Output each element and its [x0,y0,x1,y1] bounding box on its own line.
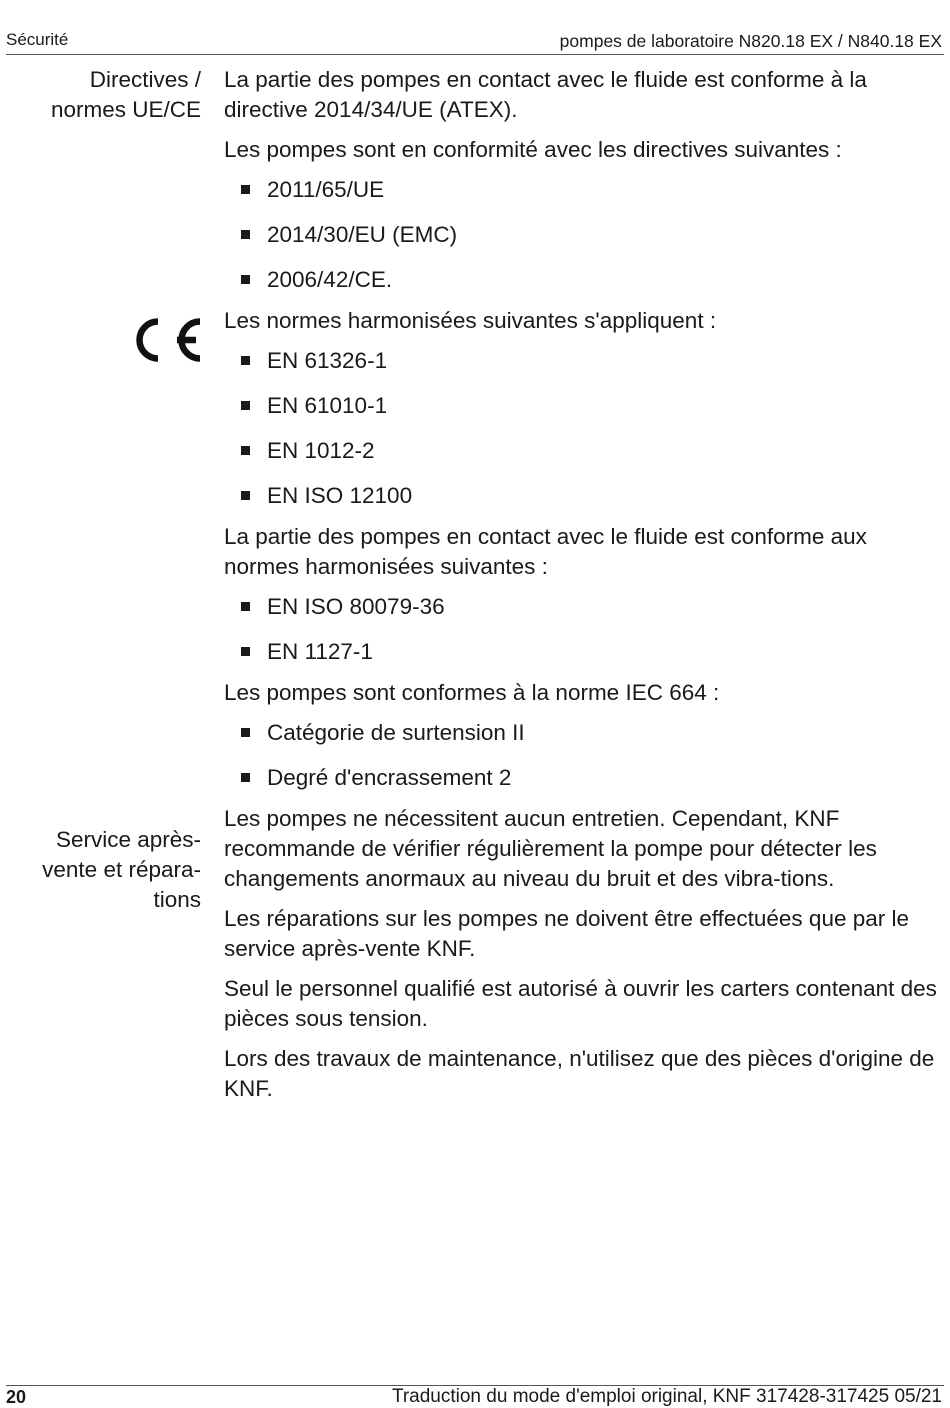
list-item [224,436,940,466]
footer-text: Traduction du mode d'emploi original, KNF 317428-317425 05/21 [391,1386,942,1407]
ce-marking-icon [122,312,206,368]
list-item-text: EN ISO 80079-36 [267,594,445,619]
iec-list [224,718,940,793]
list-item [224,391,940,421]
header-section-title: Sécurité [6,30,69,49]
side-heading-line: normes UE/CE [50,97,201,122]
header-divider [6,54,944,55]
original-parts-paragraph: Lors des travaux de maintenance, n'utilisez que des pièces d'origine de KNF. [224,1046,935,1101]
qualified-staff-paragraph: Seul le personnel qualifié est autorisé à ouvrir les carters contenant des pièces sous tension. [224,976,937,1031]
header-document-title: pompes de laboratoire N820.18 EX / N840.18 EX [559,31,942,51]
side-heading-line: Directives / [89,67,201,92]
main-content [224,65,940,1114]
iec-intro: Les pompes sont conformes à la norme IEC 664 : [224,680,720,705]
list-item-text: EN ISO 12100 [267,483,413,508]
page-number: 20 [6,1387,27,1407]
list-item-text: 2014/30/EU (EMC) [267,222,458,247]
list-item [224,346,940,376]
list-item [224,175,940,205]
list-item-text: Degré d'encrassement 2 [267,765,512,790]
square-bullet-icon [241,491,250,500]
list-item [224,265,940,295]
side-heading-service [42,825,201,915]
list-item-text: 2011/65/UE [267,177,385,202]
list-item [224,220,940,250]
norms-list [224,346,940,511]
directives-intro: Les pompes sont en conformité avec les directives suivantes : [224,137,842,162]
square-bullet-icon [241,401,250,410]
list-item [224,637,940,667]
list-item [224,718,940,748]
directives-list [224,175,940,295]
square-bullet-icon [241,356,250,365]
list-item-text: EN 1012-2 [267,438,375,463]
square-bullet-icon [241,602,250,611]
square-bullet-icon [241,275,250,284]
list-item-text: EN 61326-1 [267,348,388,373]
square-bullet-icon [241,446,250,455]
square-bullet-icon [241,728,250,737]
repairs-paragraph: Les réparations sur les pompes ne doivent être effectuées que par le service après-vente KNF. [224,906,910,961]
list-item [224,592,940,622]
side-heading-directives [51,65,201,125]
side-heading-line: tions [153,887,201,912]
list-item [224,763,940,793]
list-item-text: EN 61010-1 [267,393,388,418]
list-item-text: 2006/42/CE. [267,267,393,292]
square-bullet-icon [241,185,250,194]
atex-paragraph: La partie des pompes en contact avec le fluide est conforme à la directive 2014/34/UE (ATEX). [224,67,867,122]
fluid-norms-list [224,592,940,667]
square-bullet-icon [241,773,250,782]
side-heading-line: Service après- [55,827,201,852]
maintenance-paragraph: Les pompes ne nécessitent aucun entretien. Cependant, KNF recommande de vérifier régulièrement la pompe pour détecter les changements anormaux au niveau du bruit et des vibra-tions. [224,806,877,891]
square-bullet-icon [241,230,250,239]
norms-intro: Les normes harmonisées suivantes s'appliquent : [224,308,717,333]
list-item [224,481,940,511]
fluid-norms-intro: La partie des pompes en contact avec le fluide est conforme aux normes harmonisées suivantes : [224,524,867,579]
list-item-text: Catégorie de surtension II [267,720,525,745]
square-bullet-icon [241,647,250,656]
side-heading-line: vente et répara- [42,857,201,882]
list-item-text: EN 1127-1 [267,639,373,664]
